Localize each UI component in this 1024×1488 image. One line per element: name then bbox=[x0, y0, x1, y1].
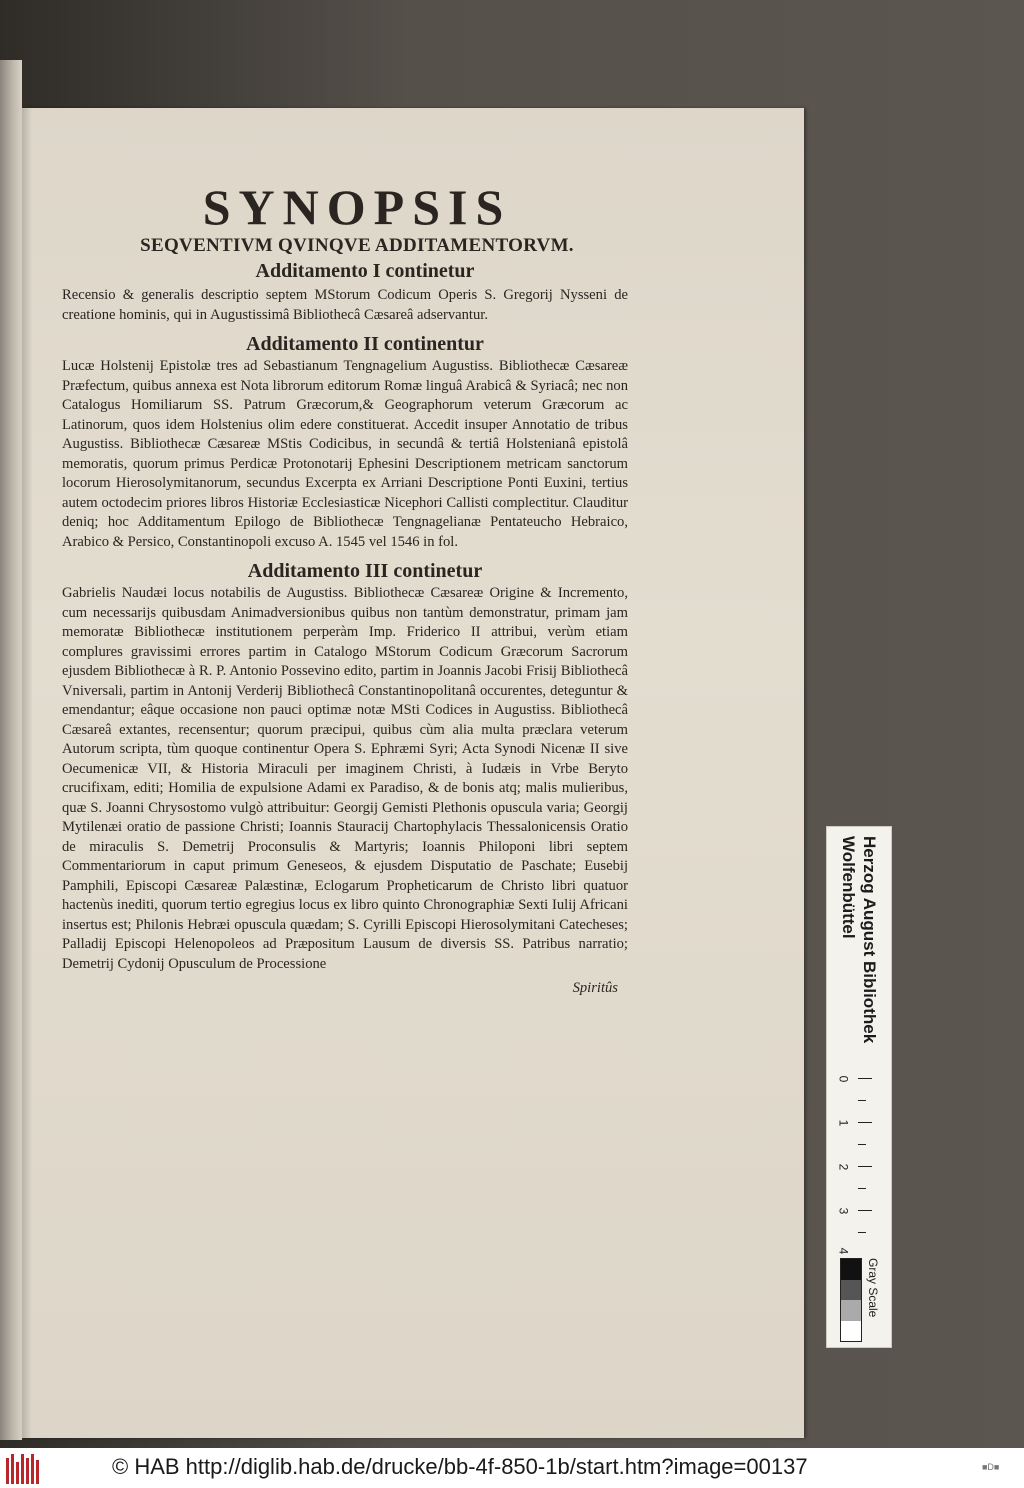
document-title: SYNOPSIS bbox=[202, 179, 512, 235]
scale-ruler bbox=[836, 1072, 880, 1255]
gray-patch-2 bbox=[841, 1280, 861, 1301]
gray-patch-1 bbox=[841, 1259, 861, 1280]
gray-patch-3 bbox=[841, 1300, 861, 1321]
footer-mark: ■D■ bbox=[982, 1462, 1000, 1472]
ruler-number: 3 bbox=[836, 1207, 851, 1215]
section-heading-2: Additamento II continentur bbox=[246, 333, 484, 355]
ruler-tick bbox=[858, 1188, 866, 1189]
page-text-block bbox=[62, 180, 628, 997]
ruler-tick bbox=[858, 1166, 872, 1167]
ruler-tick bbox=[858, 1232, 866, 1233]
section-heading-1: Additamento I continetur bbox=[255, 260, 475, 282]
library-name: Herzog August Bibliothek bbox=[860, 836, 879, 1044]
ruler-number: 1 bbox=[836, 1119, 851, 1127]
gray-scale-patches bbox=[840, 1258, 862, 1342]
ruler-tick bbox=[858, 1100, 866, 1101]
ruler-tick bbox=[858, 1144, 866, 1145]
book-spine-edge bbox=[0, 60, 22, 1440]
section-body-2: Lucæ Holstenij Epistolæ tres ad Sebastianum Tengnagelium Augustiss. Bibliothecæ Cæsareæ Præfectum, quibus annexa est Nota librorum editorum Romæ linguâ Arabicâ & Syriacâ; nec non Catalogus Homiliarum SS. Patrum Græcorum,& Geographorum veterum Græcorum ac Latinorum, quos idem Holstenius olim edere constituerat. Accedit insuper Annotatio de tribus Augustiss. Bibliothecæ Cæsareæ MStis Codicibus, in secundâ & tertiâ Holstenianâ epistolâ memoratis, quorum primus Perdicæ Protonotarij Ephesini Descriptionem metricam sanctorum locorum Hierosolymitanorum, secundus Excerpta ex Arriani Descriptione Ponti Euxini, tertius autem octodecim priores libros Historiæ Ecclesiasticæ Nicephori Callisti complectitur. Clauditur deniq; hoc Additamentum Epilogo de Bibliothecæ Tengnagelianæ Pentateucho Hebraico, Arabico & Persico, Constantinopoli excuso A. 1545 vel 1546 in fol. bbox=[62, 358, 628, 550]
ruler-number: 4 bbox=[836, 1247, 851, 1255]
ruler-tick bbox=[858, 1078, 872, 1079]
page-gutter-shadow bbox=[22, 108, 32, 1438]
document-subtitle: SEQVENTIVM QVINQVE ADDITAMENTORVM. bbox=[140, 235, 574, 256]
footer-copyright-link[interactable]: © HAB http://diglib.hab.de/drucke/bb-4f-850-1b/start.htm?image=00137 bbox=[112, 1454, 808, 1479]
gray-scale-label: Gray Scale bbox=[866, 1258, 880, 1318]
catchword: Spiritûs bbox=[572, 980, 618, 996]
section-body-3: Gabrielis Naudæi locus notabilis de Augustiss. Bibliothecæ Cæsareæ Origine & Incremento, cum necessarijs quibusdam Animadversionibus quibus non tantùm demonstratur, primam jam memoratæ Bibliothecæ institutionem perperàm Imp. Friderico II attribui, verùm etiam complures gravissimi errores partim in Catalogo MStorum Codicum Græcorum Sacrorum ejusdem Bibliothecæ à R. P. Antonio Possevino edito, partim in Joannis Jacobi Frisij Bibliothecâ Vniversali, partim in Antonij Verderij Bibliothecâ Constantinopolitanâ occurentes, deteguntur & emendantur; eâque occasione non pauci optimæ notæ MSti Codices in Augustiss. Bibliothecâ Cæsareâ extantes, recensentur; quorum præcipui, quibus cùm alia multa præclara veterum Autorum scripta, tùm quoque continentur Opera S. Ephræmi Syri; Acta Synodi Nicenæ II sive Oecumenicæ VII, & Historia Miraculi per imaginem Christi, à Iudæis in Vrbe Beryto crucifixam, editi; Homilia de expulsione Adami ex Paradiso, & de bonis atq; malis mulieribus, quæ S. Joanni Chrysostomo vulgò attribuitur: Georgij Gemisti Plethonis opuscula varia; Georgij Mytilenæi oratio de passione Christi; Ioannis Stauracij Chartophylacis Thessalonicensis Oratio de miraculis S. Demetrij Proconsulis & Martyris; Ioannis Philoponi libri septem Commentariorum in caput primum Geneseos, & ejusdem Disputatio de Paschate; Eusebij Pamphili, Episcopi Cæsareæ Palæstinæ, Eclogarum Propheticarum de Christo libri quatuor hactenùs inediti, quorum tertio egregius locus ex libro quinto Chronographiæ Sexti Iulij Africani insertus est; Philonis Hebræi opuscula quædam; S. Cyrilli Episcopi Hierosolymitani Catecheses; Palladij Episcopi Helenopoleos ad Præpositum Lausum de diversis SS. Patribus narratio; Demetrij Cydonij Opusculum de Processione bbox=[62, 585, 628, 972]
hab-logo-icon bbox=[6, 1452, 42, 1484]
section-heading-3: Additamento III continetur bbox=[247, 560, 483, 582]
section-body-1: Recensio & generalis descriptio septem MStorum Codicum Operis S. Gregorij Nysseni de creatione hominis, qui in Augustissimâ Bibliothecâ Cæsareâ adservantur. bbox=[62, 287, 628, 323]
ruler-tick bbox=[858, 1122, 872, 1123]
gray-patch-4 bbox=[841, 1321, 861, 1342]
ruler-number: 0 bbox=[836, 1075, 851, 1083]
ruler-tick bbox=[858, 1210, 872, 1211]
library-city: Wolfenbüttel bbox=[839, 836, 858, 939]
ruler-number: 2 bbox=[836, 1163, 851, 1171]
